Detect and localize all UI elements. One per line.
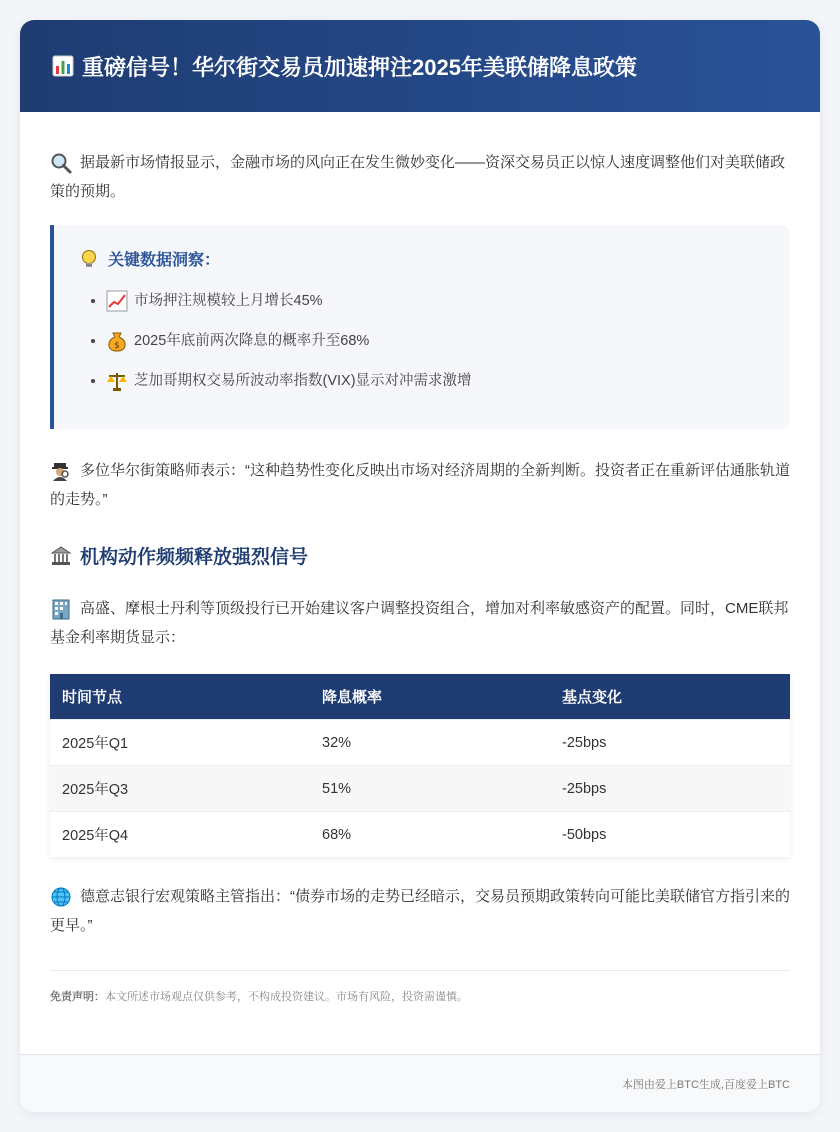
footer-text: 本图由爱上BTC生成,百度爱上BTC bbox=[621, 1078, 790, 1091]
svg-text:$: • $ bbox=[114, 341, 120, 352]
table-cell: 68% bbox=[310, 812, 550, 858]
footer bbox=[20, 1054, 820, 1112]
globe-icon bbox=[50, 886, 72, 908]
insight-list bbox=[78, 288, 766, 408]
table-row bbox=[50, 720, 790, 766]
fed-funds-table bbox=[50, 674, 790, 857]
office-icon bbox=[50, 598, 72, 620]
list-item: • 市场押注规模较上月增长45% bbox=[106, 288, 766, 328]
table-row bbox=[50, 766, 790, 812]
table-cell: 32% bbox=[310, 720, 550, 766]
intro-paragraph: 据最新市场情报显示，金融市场的风向正在发生微妙变化——资深交易员正以惊人速度调整他们对美联储政策的预期。 bbox=[50, 154, 786, 200]
table-cell: -50bps bbox=[550, 812, 790, 858]
trend-up-icon bbox=[106, 290, 128, 312]
table-cell: -25bps bbox=[550, 720, 790, 766]
article-header bbox=[20, 20, 820, 112]
money-bag-icon bbox=[106, 330, 128, 352]
table-cell: -25bps bbox=[550, 766, 790, 812]
table-cell: 2025年Q4 bbox=[50, 812, 310, 858]
section-heading: 机构动作频频释放强烈信号 bbox=[50, 542, 308, 569]
column-header: 降息概率 bbox=[310, 674, 550, 720]
column-header: 时间节点 bbox=[50, 674, 310, 720]
article-card bbox=[20, 20, 820, 1112]
disclaimer bbox=[50, 988, 468, 1004]
bar-chart-icon bbox=[52, 55, 74, 77]
list-item: • 芝加哥期权交易所波动率指数(VIX)显示对冲需求激增 bbox=[106, 368, 766, 408]
divider bbox=[50, 970, 790, 971]
table-row bbox=[50, 812, 790, 858]
bank-icon bbox=[50, 545, 72, 567]
spy-icon bbox=[50, 460, 72, 482]
disclaimer-label: 免责声明： bbox=[50, 991, 105, 1003]
insight-box bbox=[50, 225, 790, 429]
strategist-paragraph: 多位华尔街策略师表示：“这种趋势性变化反映出市场对经济周期的全新判断。投资者正在重新评估通胀轨道的走势。” bbox=[50, 462, 791, 508]
magnifier-icon bbox=[50, 152, 72, 174]
disclaimer-text: 本文所述市场观点仅供参考，不构成投资建议。市场有风险，投资需谨慎。 bbox=[105, 991, 468, 1003]
quote-paragraph: 德意志银行宏观策略主管指出：“债券市场的走势已经暗示，交易员预期政策转向可能比美联储官方指引来的更早。” bbox=[50, 888, 791, 934]
page-title: 重磅信号！华尔街交易员加速押注2025年美联储降息政策 bbox=[52, 51, 637, 82]
table-cell: 2025年Q1 bbox=[50, 720, 310, 766]
scales-icon bbox=[106, 370, 128, 392]
insight-title: 关键数据洞察： bbox=[78, 247, 766, 270]
table-cell: 2025年Q3 bbox=[50, 766, 310, 812]
lightbulb-icon bbox=[78, 248, 100, 270]
table-header-row bbox=[50, 674, 790, 720]
column-header: 基点变化 bbox=[550, 674, 790, 720]
list-item: • $ 2025年底前两次降息的概率升至68% bbox=[106, 328, 766, 368]
table-cell: 51% bbox=[310, 766, 550, 812]
institutions-paragraph: 高盛、摩根士丹利等顶级投行已开始建议客户调整投资组合，增加对利率敏感资产的配置。同时，CME联邦基金利率期货显示： bbox=[50, 600, 789, 646]
